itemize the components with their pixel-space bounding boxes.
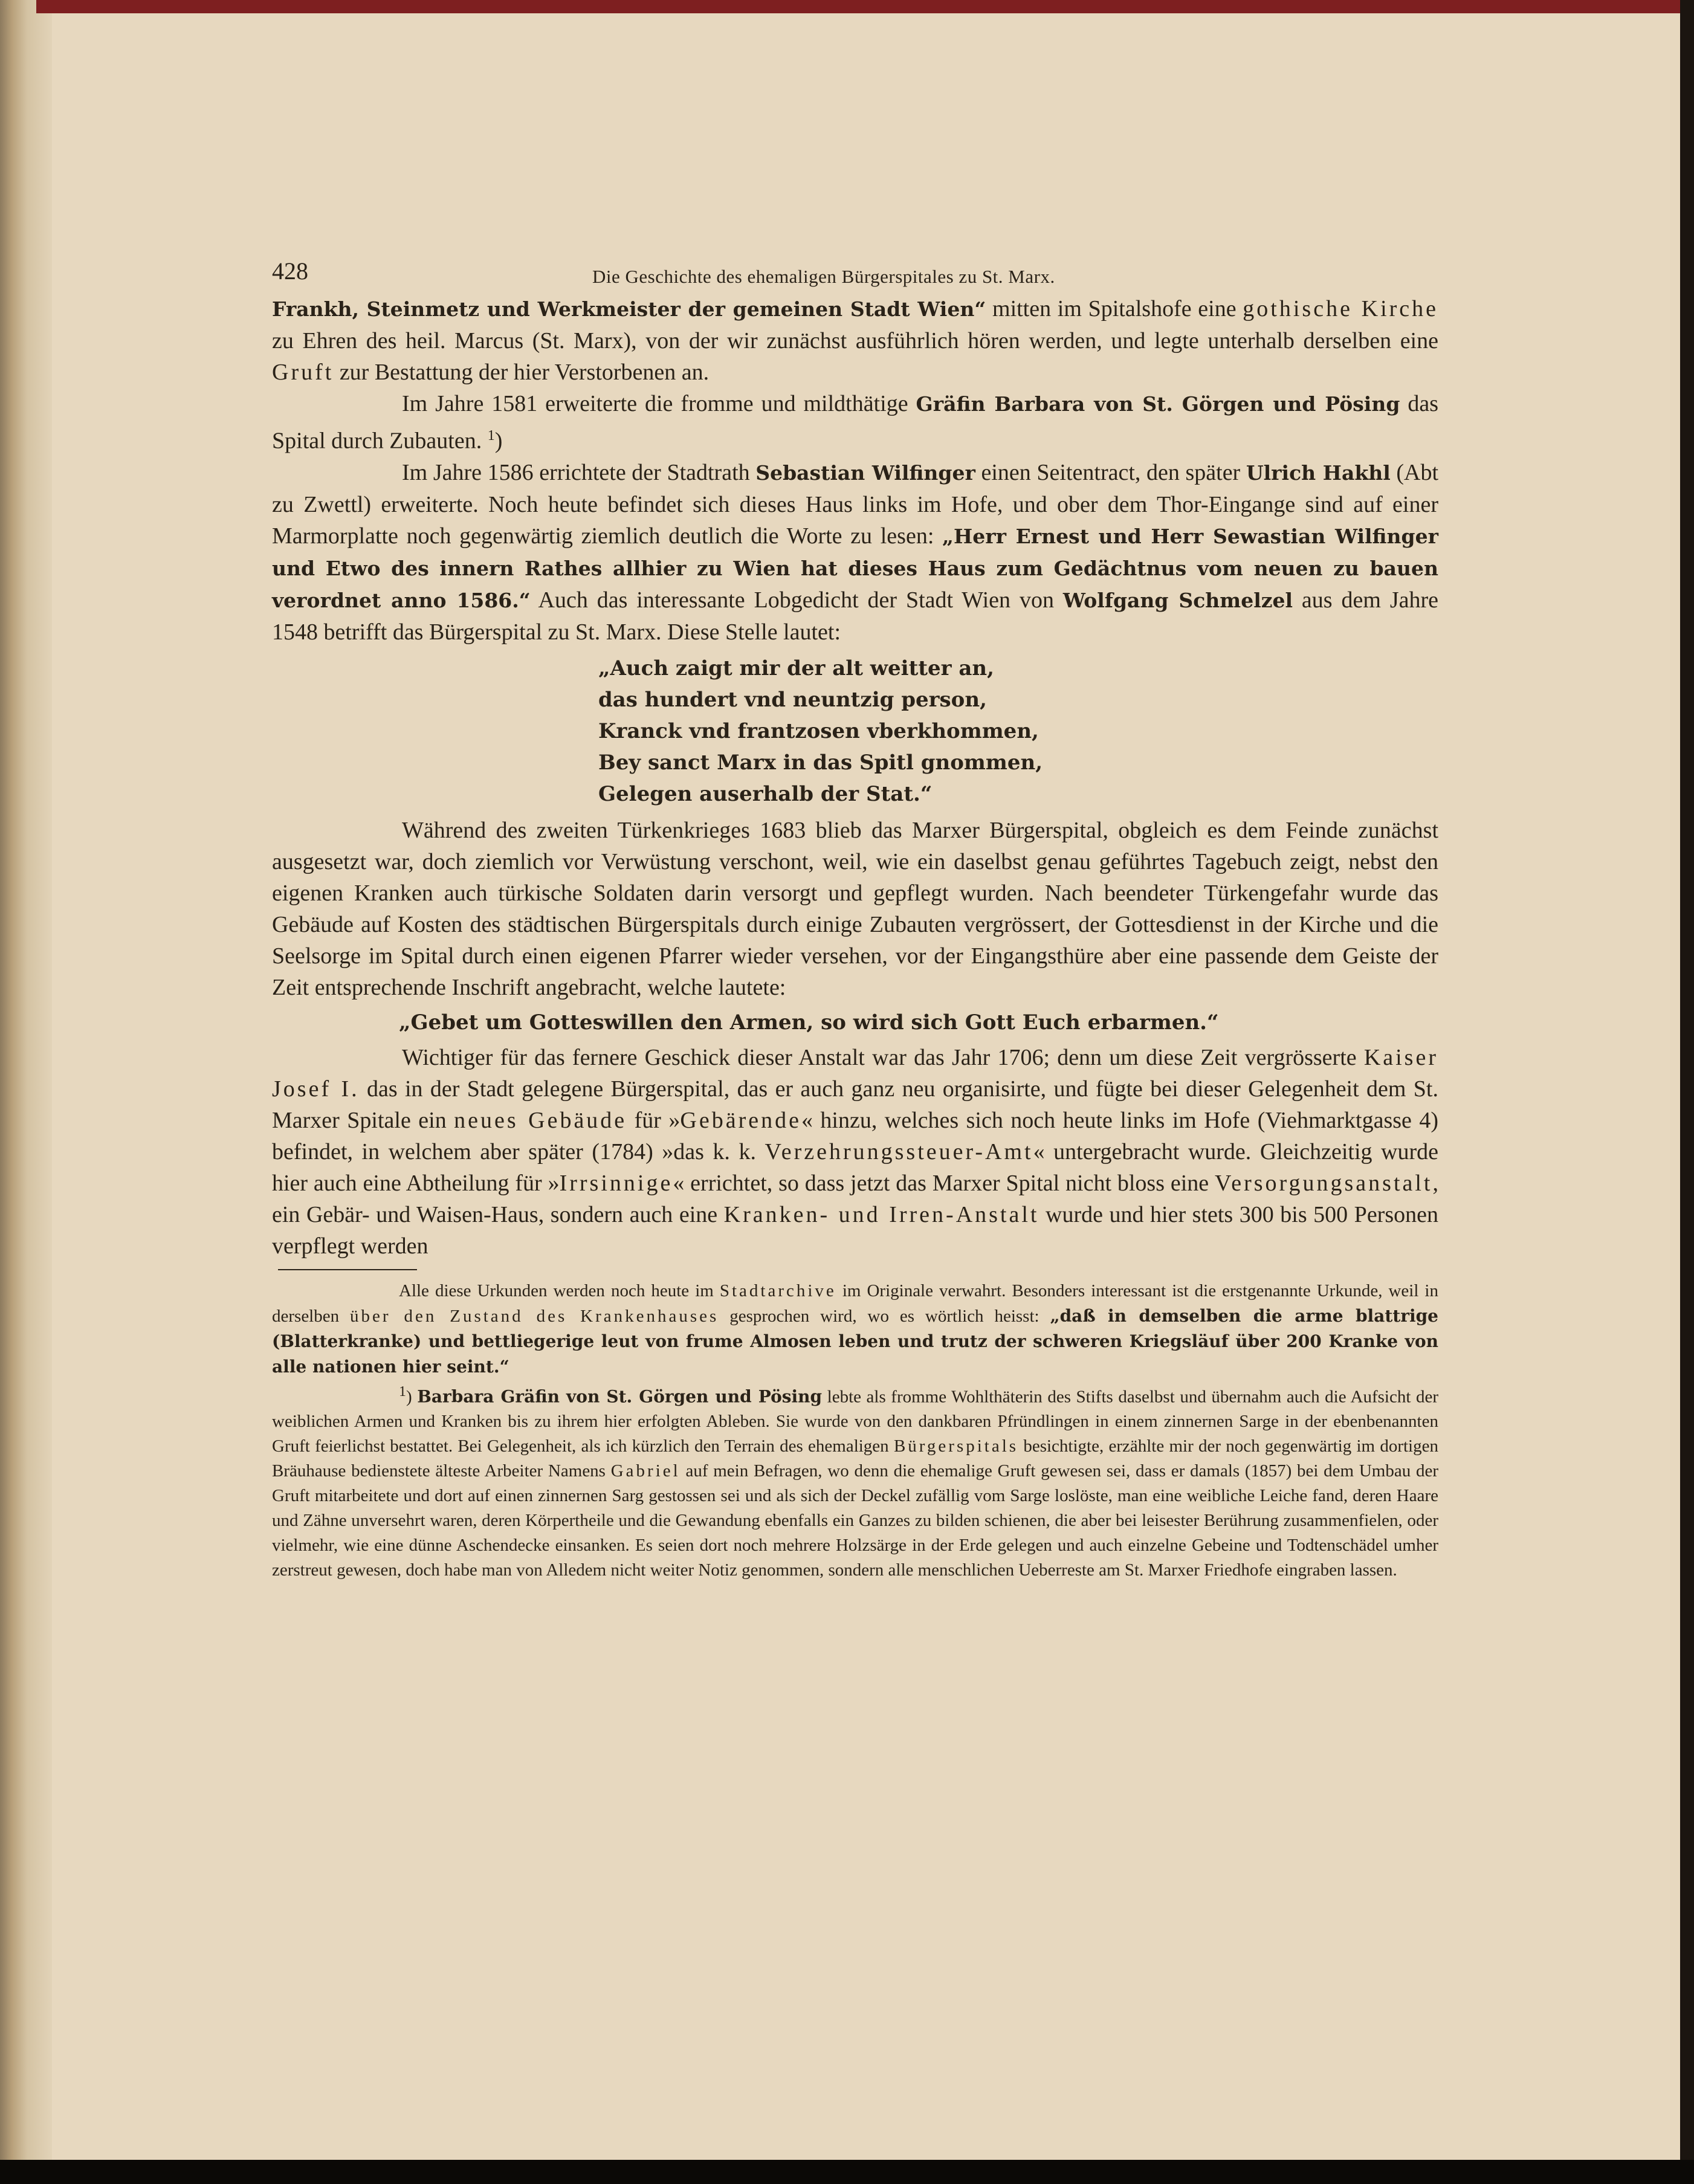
verse-quote [598, 653, 1438, 810]
spaced-text: Kaiser Josef I. [272, 1044, 1438, 1102]
footnote-marker: 1 [399, 1383, 406, 1400]
verse-line: „Auch zaigt mir der alt weitter an, [598, 656, 994, 680]
body-text: Wichtiger für das fernere Geschick dieser Anstalt war das Jahr 1706; denn um diese Zeit vergrösserte [402, 1044, 1364, 1070]
spaced-text: Verzehrungssteuer-Amt [765, 1139, 1033, 1165]
body-text: ) [494, 428, 503, 454]
fraktur-text: Gräfin Barbara von St. Görgen und Pösing [916, 392, 1400, 416]
footnote-1 [272, 1279, 1438, 1380]
paragraph-2 [272, 388, 1438, 457]
page-content [272, 257, 1438, 1583]
page-number: 428 [272, 257, 308, 285]
body-text: , ein Gebär- und Waisen-Haus, sondern auch eine [272, 1170, 1438, 1227]
body-text: aus dem Jahre 1548 betrifft das Bürgerspital zu St. Marx. Diese Stelle lautet: [272, 587, 1438, 645]
verse-line: das hundert vnd neuntzig person, [598, 687, 987, 712]
footnote-text: im Originale verwahrt. Besonders interessant ist die erstgenannte Urkunde, weil in derselben [272, 1281, 1438, 1326]
footnote-text: auf mein Befragen, wo denn die ehemalige Gruft gewesen sei, dass er damals (1857) bei dem Umbau der Gruft mitarbeitete und dort auf einen zinnernen Sarg gestossen sei und als sich der Deckel zufällig vom Sarge loslöste, man eine weibliche Leiche fand, deren Haare und Zähne unversehrt waren, deren Körpertheile und die Gewandung ebenfalls ein Ganzes zu bilden schienen, die aber bei leisester Berührung zusammenfielen, oder vielmehr, wie eine dünne Aschendecke einsanken. Es seien dort noch mehrere Holzsärge in der Erde gelegen und auch einzelne Gebeine und Todtenschädel umher zerstreut gewesen, doch habe man von Alledem nicht weiter Notiz genommen, sondern alle menschlichen Ueberreste am St. Marxer Friedhofe eingraben lassen. [272, 1461, 1438, 1580]
body-text: (Abt zu Zwettl) erweiterte. Noch heute befindet sich dieses Haus links im Hofe, und ober dem Thor-Eingange sind auf einer Marmorplatte noch gegenwärtig ziemlich deutlich die Worte zu lesen: [272, 459, 1439, 549]
fraktur-text: Frankh, Steinmetz und Werkmeister der gemeinen Stadt Wien“ [272, 297, 986, 321]
verse-line: Bey sanct Marx in das Spitl gnommen, [598, 750, 1043, 775]
spaced-text: gothische Kirche [1243, 296, 1439, 321]
fraktur-quote: „Herr Ernest und Herr Sewastian Wilfinger und Etwo des innern Rathes allhier zu Wien hat dieses Haus zum Gedächtnus vom neuen zu bauen verordnet anno 1586.“ [272, 524, 1438, 612]
body-text: zu Ehren des heil. Marcus (St. Marx), von der wir zunächst ausführlich hören werden, und legte unterhalb derselben eine [272, 328, 1438, 354]
spaced-text: Stadtarchive [719, 1281, 836, 1300]
running-title: Die Geschichte des ehemaligen Bürgerspitales zu St. Marx. [592, 266, 1055, 287]
body-text: Im Jahre 1586 errichtete der Stadtrath [402, 459, 756, 485]
body-text: das in der Stadt gelegene Bürgerspital, das er auch ganz neu organisirte, und fügte bei dieser Gelegenheit dem St. Marxer Spitale ein [272, 1076, 1438, 1133]
inscription-quote: „Gebet um Gotteswillen den Armen, so wird sich Gott Euch erbarmen.“ [399, 1010, 1219, 1035]
spaced-text: Gebärende [680, 1107, 801, 1133]
bottom-shadow-edge [0, 2160, 1694, 2184]
body-text: Im Jahre 1581 erweiterte die fromme und mildthätige [402, 391, 916, 416]
body-text: « untergebracht wurde. Gleichzeitig wurde hier auch eine Abtheilung für » [272, 1139, 1438, 1196]
spaced-text: Kranken- und Irren-Anstalt [723, 1201, 1039, 1227]
paragraph-4 [272, 815, 1438, 1003]
body-text: mitten im Spitalshofe eine [986, 296, 1243, 321]
spaced-text: Gabriel [610, 1461, 681, 1481]
body-text: « hinzu, welches sich noch heute links im Hofe (Viehmarktgasse 4) befindet, in welchem aber später (1784) »das k. k. [272, 1107, 1438, 1165]
body-text: wurde und hier stets 300 bis 500 Personen verpflegt werden [272, 1201, 1438, 1259]
footnote-text: ) [406, 1387, 418, 1407]
fraktur-text: Barbara Gräfin von St. Görgen und Pösing [417, 1386, 823, 1407]
right-shadow-edge [1680, 0, 1694, 2184]
page-edge-stack [0, 0, 52, 2184]
body-text: einen Seitentract, den später [975, 459, 1246, 485]
paragraph-1 [272, 293, 1438, 388]
spaced-text: Irrsinnige [559, 1170, 673, 1196]
footnote-rule [278, 1269, 417, 1270]
spaced-text: Gruft [272, 360, 334, 385]
spaced-text: neues Gebäude [454, 1107, 627, 1133]
page-header [272, 257, 1438, 293]
paragraph-5 [272, 1042, 1438, 1262]
body-text: für » [627, 1107, 681, 1133]
body-text: Während des zweiten Türkenkrieges 1683 blieb das Marxer Bürgerspital, obgleich es dem Feinde zunächst ausgesetzt war, doch ziemlich vor Verwüstung verschont, weil, wie ein daselbst genau geführtes Tagebuch zeigt, nebst den eigenen Kranken auch türkische Soldaten darin versorgt und gepflegt wurden. Nach beendeter Türkengefahr wurde das Gebäude auf Kosten des städtischen Bürgerspitals durch einige Zubauten vergrössert, der Gottesdienst in der Kirche und die Seelsorge im Spital durch einen eigenen Pfarrer wieder versehen, vor der Eingangsthüre aber eine passende dem Geiste der Zeit entsprechende Inschrift angebracht, welche lautete: [272, 817, 1438, 1000]
verse-line: Kranck vnd frantzosen vberkhommen, [598, 719, 1039, 743]
paragraph-3 [272, 457, 1438, 648]
footnote-text: Alle diese Urkunden werden noch heute im [399, 1281, 720, 1300]
red-binding-edge [36, 0, 1694, 13]
body-text: zur Bestattung der hier Verstorbenen an. [334, 360, 710, 385]
footnote-text: gesprochen wird, wo es wörtlich heisst: [719, 1306, 1050, 1326]
footnote-text: besichtigte, erzählte mir der noch gegenwärtig im dortigen Bräuhause bedienstete älteste Arbeiter Namens [272, 1436, 1438, 1481]
footnote-text: lebte als fromme Wohlthäterin des Stifts daselbst und übernahm auch die Aufsicht der weiblichen Armen und Kranken bis zu ihrem hier erfolgten Ableben. Sie wurde von den dankbaren Pfründlingen in einem zinnernen Sarge in der ebenbenannten Gruft feierlichst bestattet. Bei Gelegenheit, als ich kürzlich den Terrain des ehemaligen [272, 1387, 1438, 1456]
fraktur-text: Wolfgang Schmelzel [1062, 588, 1293, 612]
verse-line: Gelegen auserhalb der Stat.“ [598, 781, 933, 806]
fraktur-text: Sebastian Wilfinger [755, 460, 975, 485]
spaced-text: Bürgerspitals [893, 1436, 1019, 1456]
spaced-text: über den Zustand des Krankenhauses [350, 1306, 719, 1326]
spaced-text: Versorgungsanstalt [1215, 1170, 1433, 1196]
body-text: das Spital durch Zubauten. [272, 391, 1439, 454]
footnote-marker: 1 [487, 428, 495, 444]
fraktur-quote: „daß in demselben die arme blattrige (Blatterkranke) und bettliegerige leut von frume Almosen leben und trutz der schweren Kriegsläuf über 200 Kranke von alle nationen hier seint.“ [272, 1305, 1438, 1377]
footnote-2 [272, 1380, 1438, 1583]
body-text: Auch das interessante Lobgedicht der Stadt Wien von [530, 587, 1063, 613]
fraktur-text: Ulrich Hakhl [1246, 460, 1391, 485]
body-text: « errichtet, so dass jetzt das Marxer Spital nicht bloss eine [673, 1170, 1215, 1196]
